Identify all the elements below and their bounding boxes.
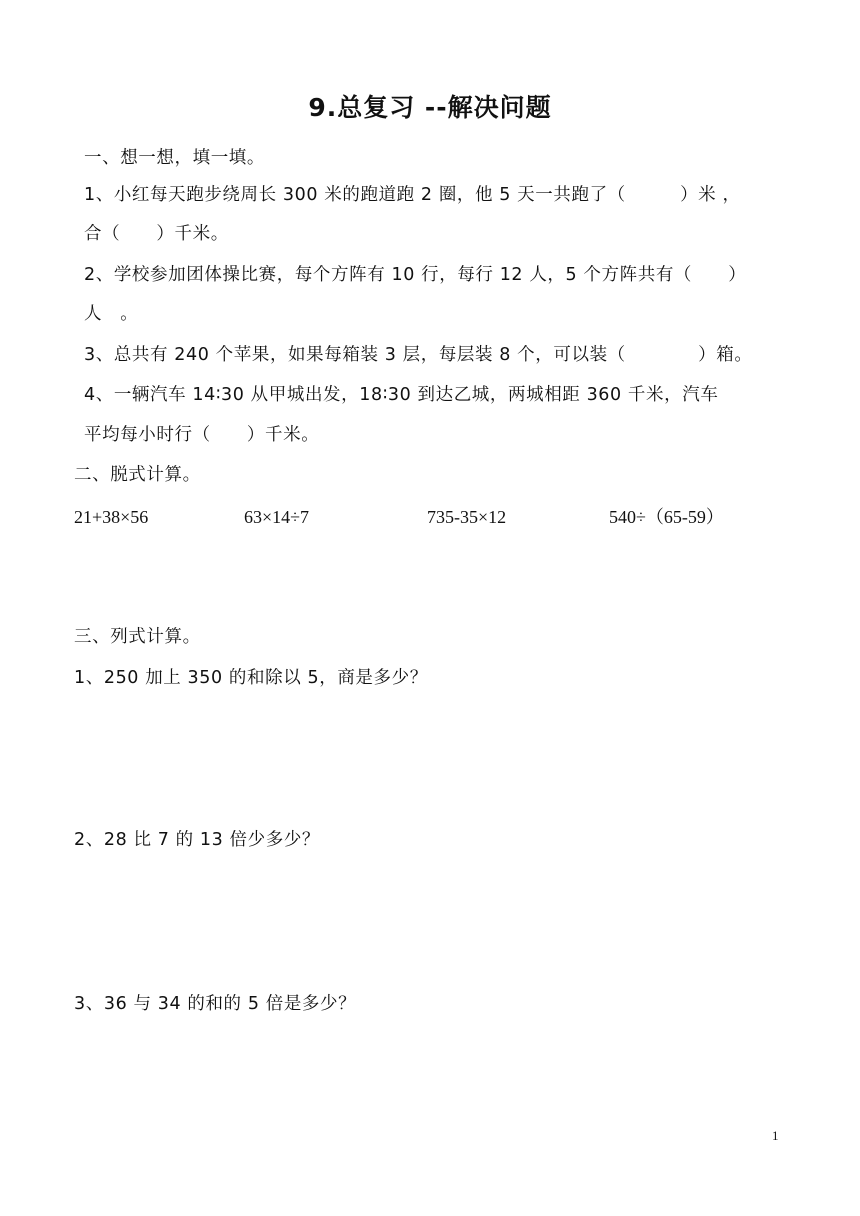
expression-2: 63×14÷7 <box>244 507 310 527</box>
section-2-heading: 二、脱式计算。 <box>74 465 201 485</box>
question-3-line-1: 3、总共有 240 个苹果，如果每箱装 3 层，每层装 8 个，可以装（ ）箱。 <box>84 345 753 365</box>
expression-3: 735-35×12 <box>427 507 507 527</box>
section-3-question-2: 2、28 比 7 的 13 倍少多少？ <box>74 830 321 850</box>
question-4-line-2: 平均每小时行（ ）千米。 <box>84 425 320 445</box>
question-2-line-1: 2、学校参加团体操比赛，每个方阵有 10 行，每行 12 人，5 个方阵共有（ ） <box>84 265 747 285</box>
section-3-question-1: 1、250 加上 350 的和除以 5，商是多少？ <box>74 668 428 688</box>
question-2-line-2: 人 。 <box>84 304 139 324</box>
page-title: 9.总复习 --解决问题 <box>308 93 552 122</box>
question-1-line-1: 1、小红每天跑步绕周长 300 米的跑道跑 2 圈，他 5 天一共跑了（ ）米 ， <box>84 185 741 205</box>
page-number: 1 <box>772 1128 779 1143</box>
question-1-line-2: 合（ ）千米。 <box>84 224 229 244</box>
section-3-heading: 三、列式计算。 <box>74 627 201 647</box>
section-1-heading: 一、想一想，填一填。 <box>84 148 265 168</box>
expression-1: 21+38×56 <box>74 507 149 527</box>
question-4-line-1: 4、一辆汽车 14∶30 从甲城出发，18∶30 到达乙城，两城相距 360 千米，汽车 <box>84 385 719 405</box>
expression-4: 540÷（65-59） <box>609 507 724 527</box>
section-3-question-3: 3、36 与 34 的和的 5 倍是多少？ <box>74 994 357 1014</box>
